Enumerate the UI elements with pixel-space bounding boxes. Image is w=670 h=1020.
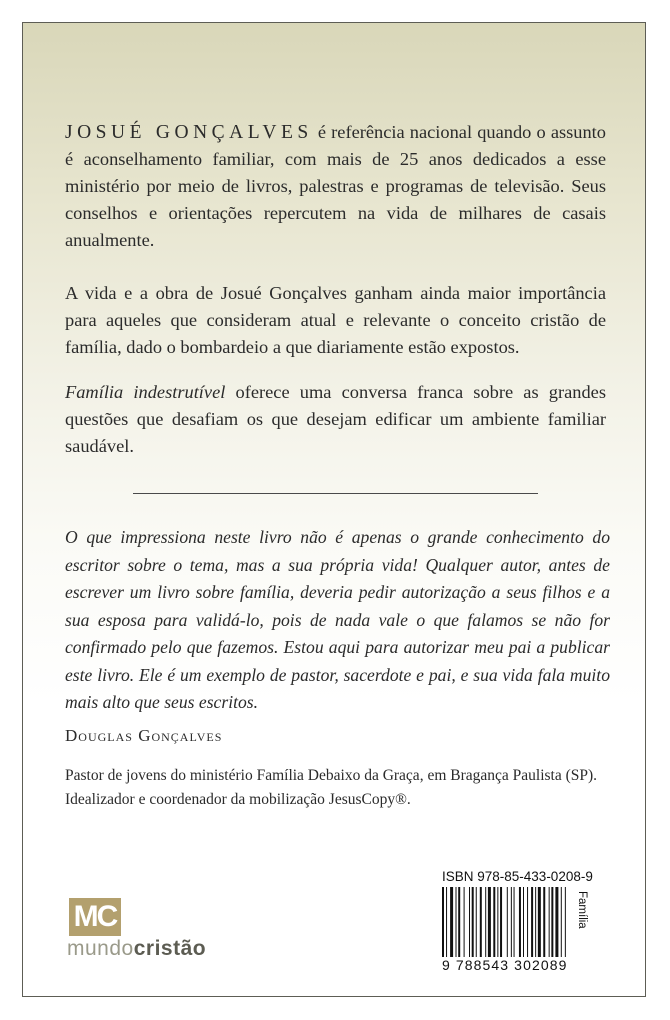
publisher-name-bold: cristão: [133, 937, 207, 960]
barcode-stripe: [565, 887, 566, 957]
isbn-label: ISBN 978-85-433-0208-9: [442, 869, 593, 884]
barcode-stripe: [535, 887, 536, 957]
publisher-logo-name: [67, 937, 206, 961]
testimonial-signature: Douglas Gonçalves: [65, 726, 223, 745]
publisher-logo-mark: MC: [69, 898, 121, 936]
author-importance-paragraph: A vida e a obra de Josué Gonçalves ganham ainda maior importância para aqueles que consideram atual e relevante o conceito cristão de família, dado o bombardeio a que diariamente estão expostos.: [65, 283, 606, 357]
barcode-stripe: [472, 887, 474, 957]
book-summary-text: oferece uma conversa franca sobre as grandes questões que desafiam os que desejam edificar um ambiente familiar saudável.: [65, 382, 606, 456]
testimonial-quote: O que impressiona neste livro não é apenas o grande conhecimento do escritor sobre o tema, mas a sua própria vida! Qualquer autor, antes de escrever um livro sobre família, deveria pedir autorização a seus filhos e a sua esposa para validá-lo, pois de nada vale o que falamos se não for confirmado pelo que fazemos. Estou aqui para autorizar meu pai a publicar este livro. Ele é um exemplo de pastor, sacerdote e pai, e sua vida fala muito mais alto que seus escritos.: [65, 527, 610, 712]
barcode-stripe: [480, 887, 482, 957]
barcode-stripe: [511, 887, 512, 957]
author-name: JOSUÉ GONÇALVES: [65, 122, 313, 143]
book-back-cover: [22, 22, 646, 997]
barcode-stripe: [543, 887, 545, 957]
section-divider: [133, 493, 538, 494]
barcode-stripe: [456, 887, 457, 957]
barcode-stripe: [446, 887, 447, 957]
barcode-stripe: [538, 887, 541, 957]
barcode-stripe: [493, 887, 495, 957]
barcode-stripe: [442, 887, 444, 957]
barcode-stripe: [531, 887, 533, 957]
barcode-stripe: [507, 887, 508, 957]
barcode-stripe: [523, 887, 524, 957]
barcode-stripe: [469, 887, 470, 957]
book-title: Família indestrutível: [65, 382, 226, 402]
barcode-stripe: [476, 887, 477, 957]
barcode-stripe: [549, 887, 550, 957]
book-summary-paragraph: [65, 379, 606, 460]
barcode-stripe: [514, 887, 515, 957]
category-label: Família: [576, 891, 588, 929]
barcode-stripe: [551, 887, 553, 957]
barcode-stripe: [497, 887, 498, 957]
barcode-stripe: [519, 887, 521, 957]
barcode-stripe: [555, 887, 558, 957]
barcode-stripe: [561, 887, 562, 957]
testimonial-author-bio: Pastor de jovens do ministério Família Debaixo da Graça, em Bragança Paulista (SP). Idealizador e coordenador da mobilização JesusCopy®.: [65, 767, 598, 808]
author-intro-paragraph: [65, 119, 606, 254]
barcode-stripe: [450, 887, 453, 957]
barcode-stripe: [458, 887, 460, 957]
barcode-stripe: [488, 887, 491, 957]
author-intro-text: é referência nacional quando o assunto é aconselhamento familiar, com mais de 25 anos dedicados a esse ministério por meio de livros, palestras e programas de televisão. Seus conselhos e orientações repercutem na vida de milhares de casais anualmente.: [65, 122, 606, 250]
barcode-icon: [442, 887, 588, 957]
publisher-name-light: mundo: [67, 937, 134, 960]
barcode-stripe: [464, 887, 465, 957]
barcode-stripe: [500, 887, 502, 957]
barcode-block: [438, 869, 624, 977]
barcode-digits: 9 788543 302089: [442, 957, 568, 973]
barcode-stripe: [527, 887, 528, 957]
barcode-stripe: [485, 887, 486, 957]
